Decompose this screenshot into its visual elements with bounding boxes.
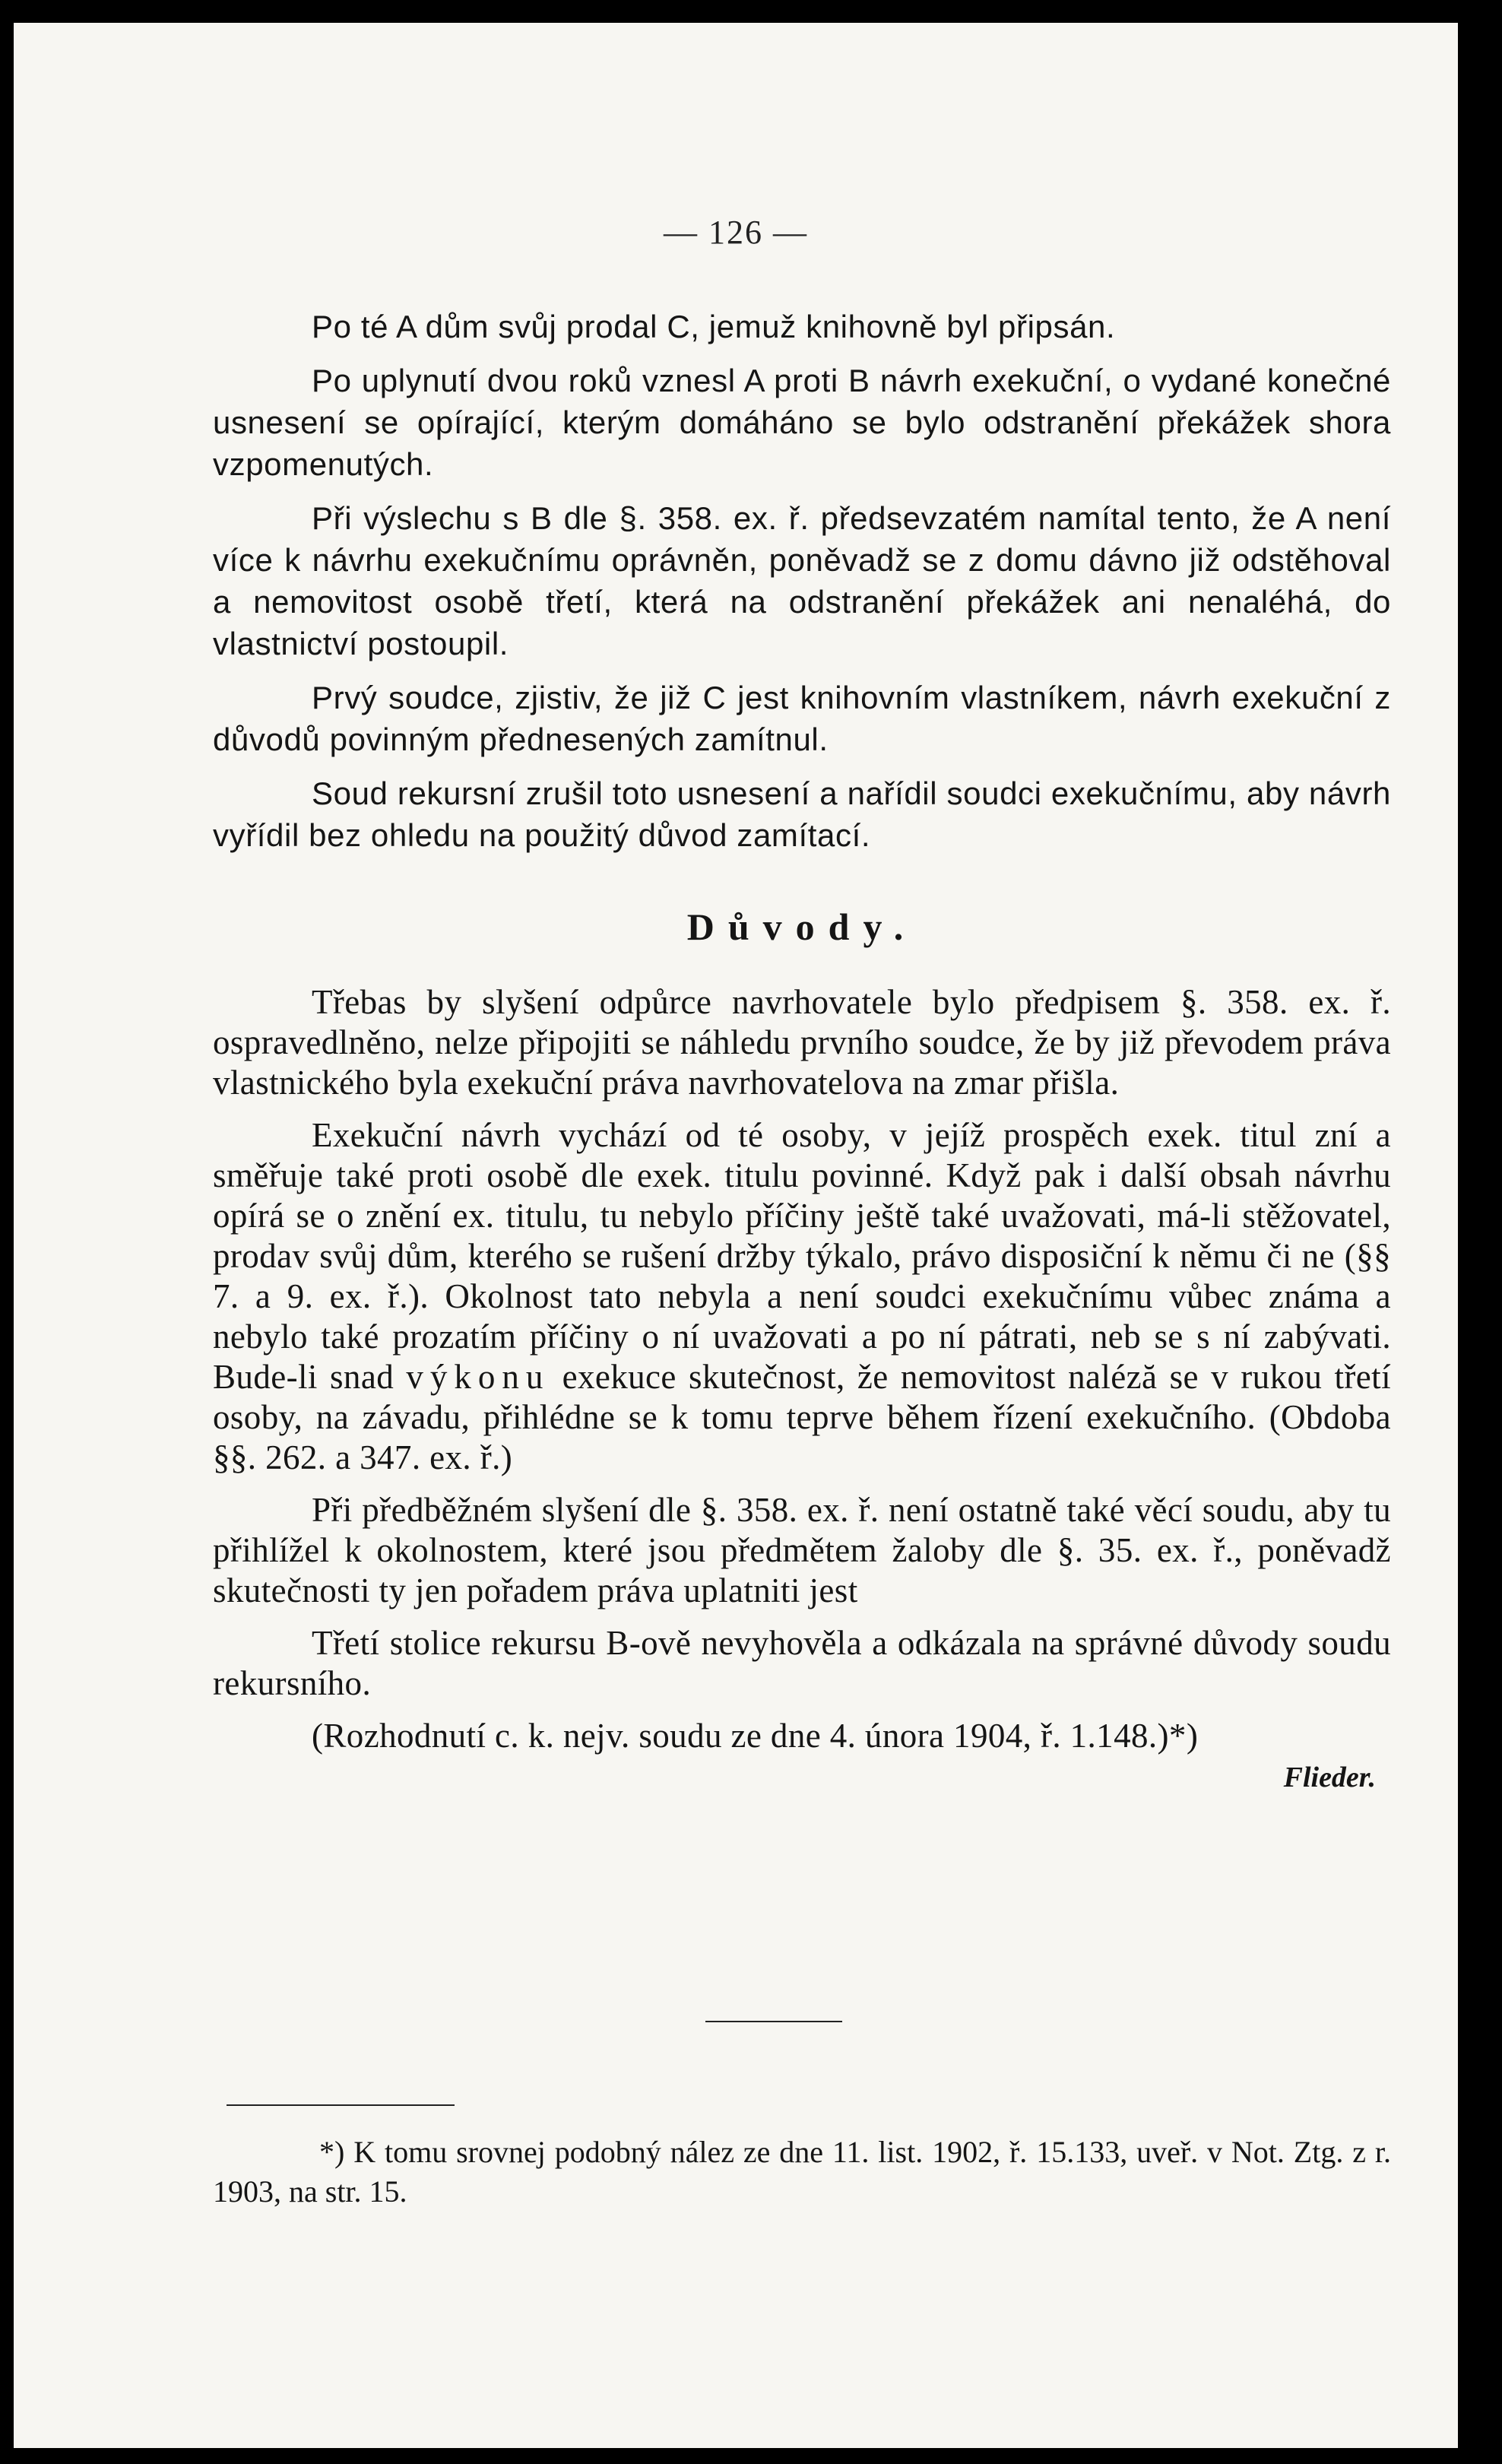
reasoning-paragraph-2 xyxy=(213,1115,1391,1478)
paragraph-hearing: Při výslechu s B dle §. 358. ex. ř. předsevzatém namítal tento, že A není více k návrhu exekučnímu oprávněn, poněvadž se z domu dávno již odstěhoval a nemovitost osobě třetí, která na odstranění překážek ani nenaléhá, do vlastnictví postoupil. xyxy=(213,500,1391,661)
paragraph-execution-motion: Po uplynutí dvou roků vznesl A proti B návrh exekuční, o vydané konečné usnesení se opírající, kterým domáháno se bylo odstranění překážek shora vzpomenutých. xyxy=(213,363,1391,482)
section-heading: Důvody. xyxy=(686,905,917,948)
paragraph-first-judge: Prvý soudce, zjistiv, že již C jest knihovním vlastníkem, návrh exekuční z důvodů povinným přednesených zamítnul. xyxy=(213,680,1391,757)
paragraph-appeal-court: Soud rekursní zrušil toto usnesení a nařídil soudci exekučnímu, aby návrh vyřídil bez ohledu na použitý důvod zamítací. xyxy=(213,775,1391,853)
reasoning-paragraph-2-end: exekuce skutečnost, že nemovitost naléză se v rukou třetí osoby, na závadu, přihlédne se k tomu teprve během řízení exekučního. (Obdoba §§. 262. a 347. ex. ř.) xyxy=(213,1358,1391,1476)
paragraph-sale: Po té A dům svůj prodal C, jemuž knihovně byl připsán. xyxy=(312,309,1116,344)
reasoning-paragraph-2-start: Exekuční návrh vychází od té osoby, v jejíž prospěch exek. titul zní a směřuje také proti osobě dle exek. titulu povinné. Když pak i další obsah návrhu opírá se o znění ex. titulu, tu nebylo příčiny ještě také uvažovati, má-li stěžovatel, prodav svůj dům, kterého se rušení držby týkalo, právo disposiční k němu či ne (§§ 7. a 9. ex. ř.). Okolnost tato nebyla a není soudci exekučnímu vůbec známa a nebylo také prozatím příčiny o ní uvažovati a po ní pátrati, neb se s ní zabývati. Bude-li snad xyxy=(213,1116,1391,1396)
emphasized-word: výkonu xyxy=(406,1358,550,1396)
decision-citation: (Rozhodnutí c. k. nejv. soudu ze dne 4. února 1904, ř. 1.148.)*) xyxy=(312,1717,1199,1755)
section-divider xyxy=(705,2021,842,2022)
reasoning-paragraph-4: Třetí stolice rekursu B-ově nevyhověla a odkázala na správné důvody soudu rekursního. xyxy=(213,1624,1391,1702)
footnote: *) K tomu srovnej podobný nález ze dne 11. list. 1902, ř. 15.133, uveř. v Not. Ztg. z r. 1903, na str. 15. xyxy=(213,2135,1391,2209)
reasoning-paragraph-1: Třebas by slyšení odpůrce navrhovatele bylo předpisem §. 358. ex. ř. ospravedlněno, nelze připojiti se náhledu prvního soudce, že by již převodem práva vlastnického byla exekuční práva navrhovatelova na zmar přišla. xyxy=(213,983,1391,1102)
author-signature: Flieder. xyxy=(1283,1762,1376,1793)
case-facts xyxy=(213,306,1391,1794)
document-page xyxy=(14,23,1458,2448)
page-number: — 126 — xyxy=(664,214,808,251)
reasoning-paragraph-3: Při předběžném slyšení dle §. 358. ex. ř. není ostatně také věcí soudu, aby tu přihlížel k okolnostem, které jsou předmětem žaloby dle §. 35. ex. ř., poněvadž skutečnosti ty jen pořadem práva uplatniti jest xyxy=(213,1491,1391,1609)
footnote-rule xyxy=(227,2104,455,2106)
